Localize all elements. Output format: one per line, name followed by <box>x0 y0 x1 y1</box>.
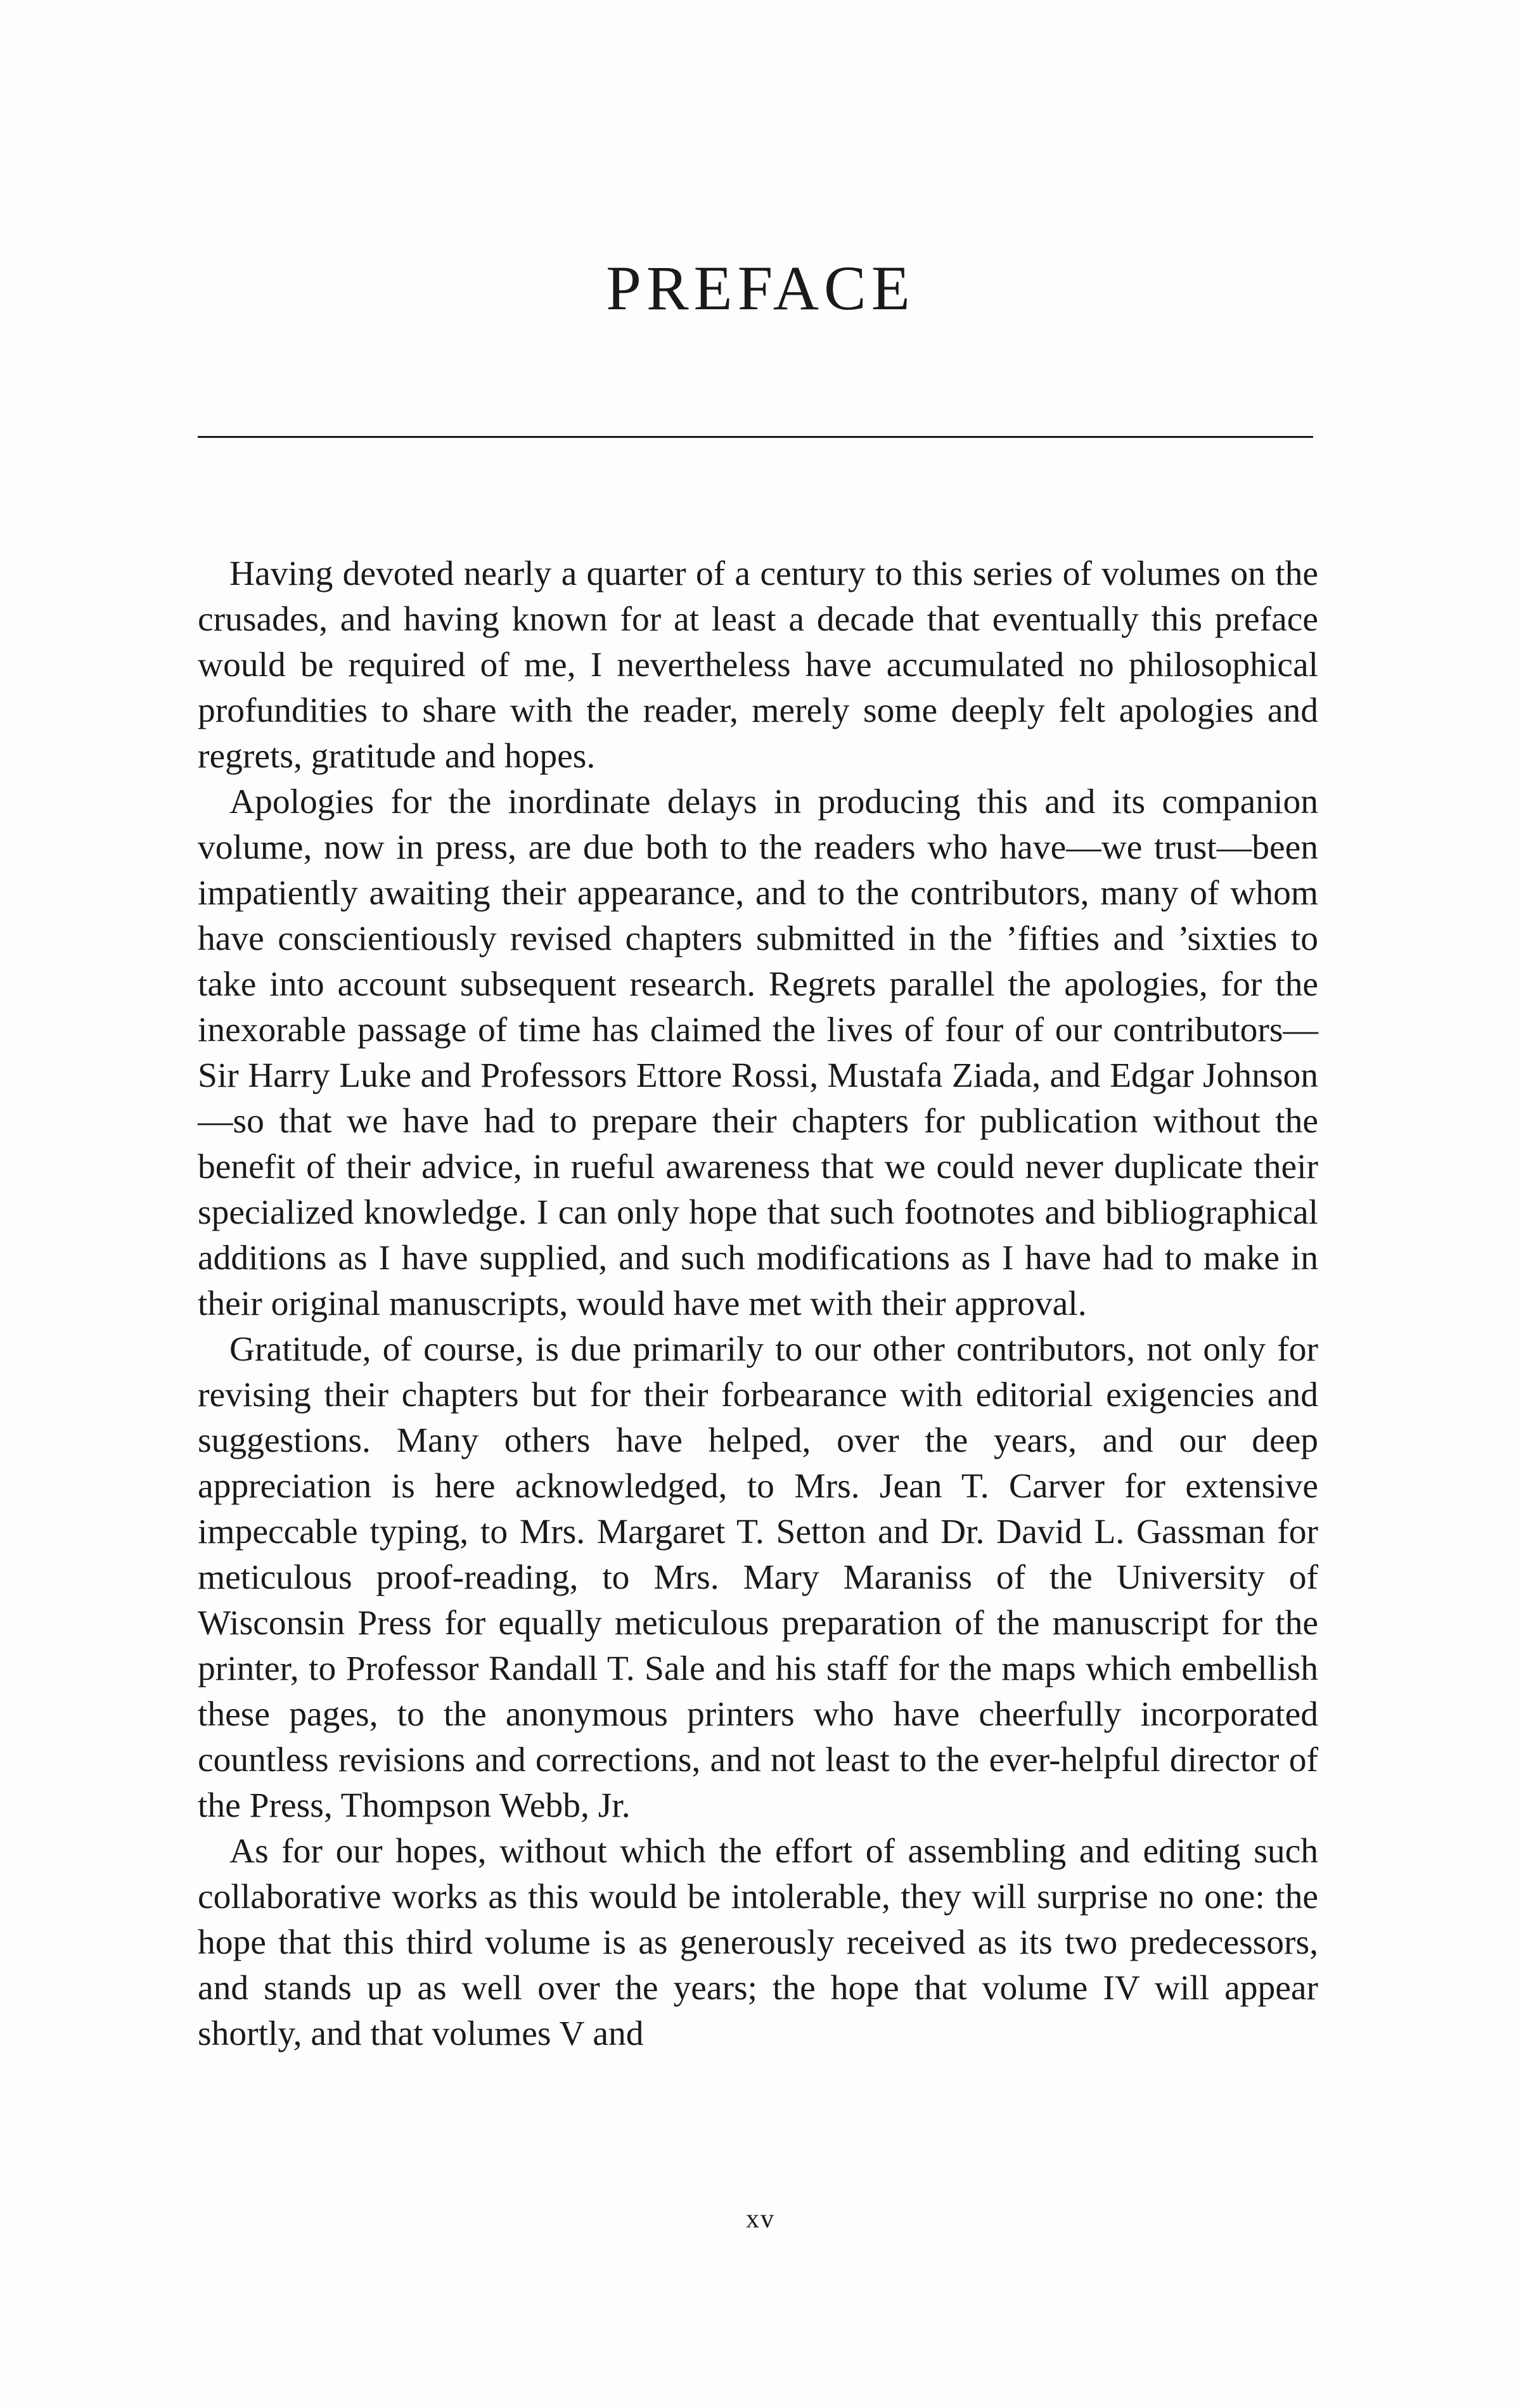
paragraph-2: Apologies for the inordinate delays in producing this and its companion volume, now in press, are due both to the readers who have—we trust—been impatiently awaiting their appearance, and to the contributors, many of whom have conscientiously revised chapters submitted in the ’fifties and ’sixties to take into account subsequent research. Regrets parallel the apologies, for the inexorable passage of time has claimed the lives of four of our contributors—Sir Harry Luke and Professors Ettore Rossi, Mustafa Ziada, and Edgar Johnson—so that we have had to prepare their chapters for publication without the benefit of their advice, in rueful awareness that we could never duplicate their specialized knowledge. I can only hope that such footnotes and bibliographical additions as I have supplied, and such modifications as I have had to make in their original manuscripts, would have met with their approval. <box>198 783 1318 1323</box>
page-number: xv <box>746 2205 775 2234</box>
page-title: PREFACE <box>606 253 915 323</box>
paragraph-4: As for our hopes, without which the effort of assembling and editing such collaborative works as this would be intolerable, they will surprise no one: the hope that this third volume is as generously received as its two predecessors, and stands up as well over the years; the hope that volume IV will appear shortly, and that volumes V and <box>198 1832 1318 2053</box>
preface-body <box>198 551 1318 2057</box>
paragraph-1: Having devoted nearly a quarter of a century to this series of volumes on the crusades, and having known for at least a decade that eventually this preface would be required of me, I nevertheless have accumulated no philosophical profundities to share with the reader, merely some deeply felt apologies and regrets, gratitude and hopes. <box>198 554 1318 776</box>
title-rule <box>198 436 1313 438</box>
paragraph-3: Gratitude, of course, is due primarily to our other contributors, not only for revising their chapters but for their forbearance with editorial exigencies and suggestions. Many others have helped, over the years, and our deep appreciation is here acknowledged, to Mrs. Jean T. Carver for extensive impeccable typing, to Mrs. Margaret T. Setton and Dr. David L. Gassman for meticulous proof-reading, to Mrs. Mary Maraniss of the University of Wisconsin Press for equally meticulous preparation of the manuscript for the printer, to Professor Randall T. Sale and his staff for the maps which embellish these pages, to the anonymous printers who have cheerfully incorporated countless revisions and corrections, and not least to the ever-helpful director of the Press, Thompson Webb, Jr. <box>198 1330 1318 1825</box>
